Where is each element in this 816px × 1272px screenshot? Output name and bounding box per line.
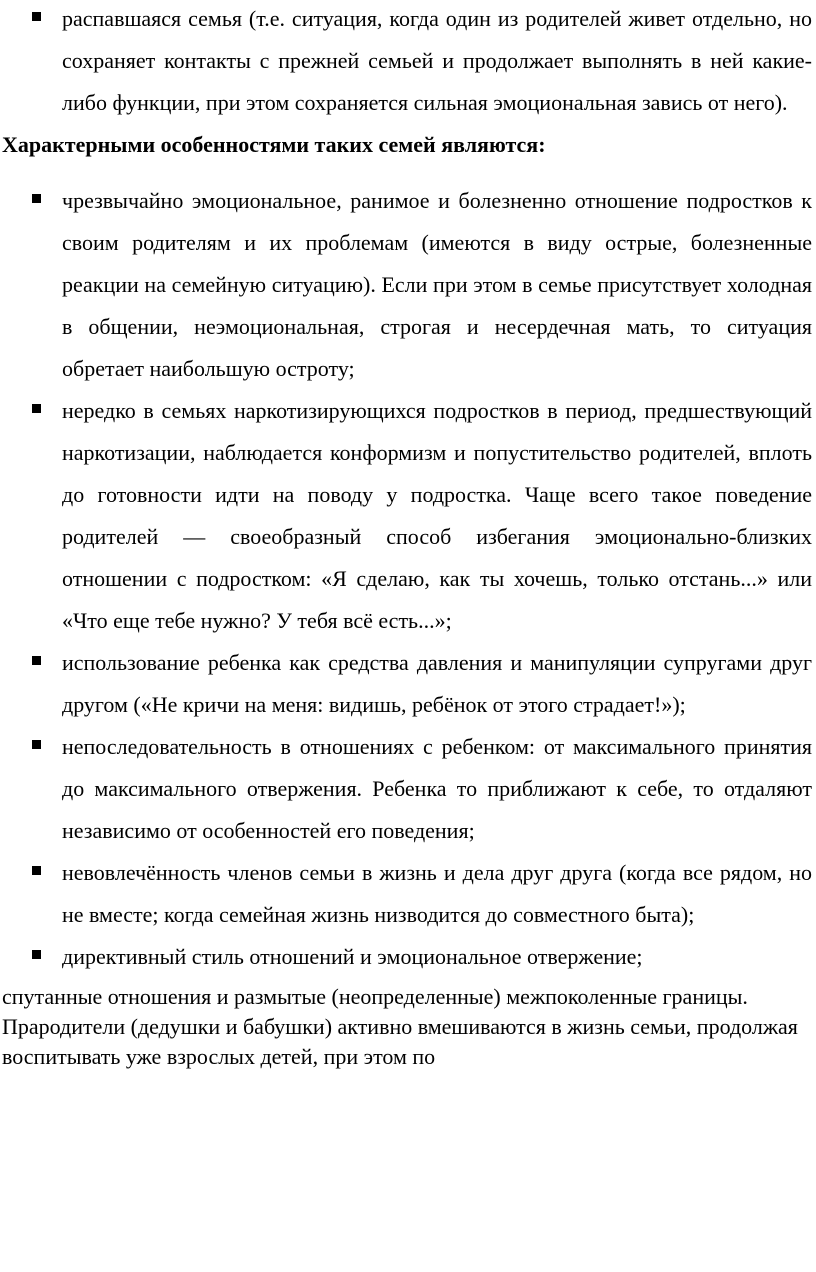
list-item bbox=[0, 180, 816, 390]
square-bullet-icon bbox=[32, 404, 41, 413]
square-bullet-icon bbox=[32, 194, 41, 203]
spacer bbox=[0, 166, 816, 180]
list-item-text: нередко в семьях наркотизирующихся подростков в период, предшествующий наркотизации, наблюдается конформизм и попустительство родителей, вплоть до готовности идти на поводу у подростка. Чаще всего такое поведение родителей — своеобразный способ избегания эмоционально-близких отношении с подростком: «Я сделаю, как ты хочешь, только отстань...» или «Что еще тебе нужно? У тебя всё есть...»; bbox=[62, 398, 812, 633]
square-bullet-icon bbox=[32, 950, 41, 959]
closing-paragraph: спутанные отношения и размытые (неопределенные) межпоколенные границы. Прародители (дедушки и бабушки) активно вмешиваются в жизнь семьи, продолжая воспитывать уже взрослых детей, при этом по bbox=[2, 984, 798, 1069]
list-item bbox=[0, 936, 816, 978]
square-bullet-icon bbox=[32, 866, 41, 875]
square-bullet-icon bbox=[32, 12, 41, 21]
list-item-text: невовлечённость членов семьи в жизнь и дела друг друга (когда все рядом, но не вместе; когда семейная жизнь низводится до совместного быта); bbox=[62, 860, 812, 927]
list-item bbox=[0, 390, 816, 642]
list-item-text: директивный стиль отношений и эмоциональное отвержение; bbox=[62, 944, 643, 969]
section-heading: Характерными особенностями таких семей являются: bbox=[2, 132, 546, 157]
list-item bbox=[0, 642, 816, 726]
list-item bbox=[0, 0, 816, 124]
list-item bbox=[0, 726, 816, 852]
list-item-text: непоследовательность в отношениях с ребенком: от максимального принятия до максимального отвержения. Ребенка то приближают к себе, то отдаляют независимо от особенностей его поведения; bbox=[62, 734, 812, 843]
square-bullet-icon bbox=[32, 740, 41, 749]
list-item-text: чрезвычайно эмоциональное, ранимое и болезненно отношение подростков к своим родителям и их проблемам (имеются в виду острые, болезненные реакции на семейную ситуацию). Если при этом в семье присутствует холодная в общении, неэмоциональная, строгая и несердечная мать, то ситуация обретает наибольшую остроту; bbox=[62, 188, 812, 381]
square-bullet-icon bbox=[32, 656, 41, 665]
list-item bbox=[0, 852, 816, 936]
list-item-text: распавшаяся семья (т.е. ситуация, когда один из родителей живет отдельно, но сохраняет контакты с прежней семьей и продолжает выполнять в ней какие-либо функции, при этом сохраняется сильная эмоциональная завись от него). bbox=[62, 6, 812, 115]
list-item-text: использование ребенка как средства давления и манипуляции супругами друг другом («Не кричи на меня: видишь, ребёнок от этого страдает!»); bbox=[62, 650, 812, 717]
